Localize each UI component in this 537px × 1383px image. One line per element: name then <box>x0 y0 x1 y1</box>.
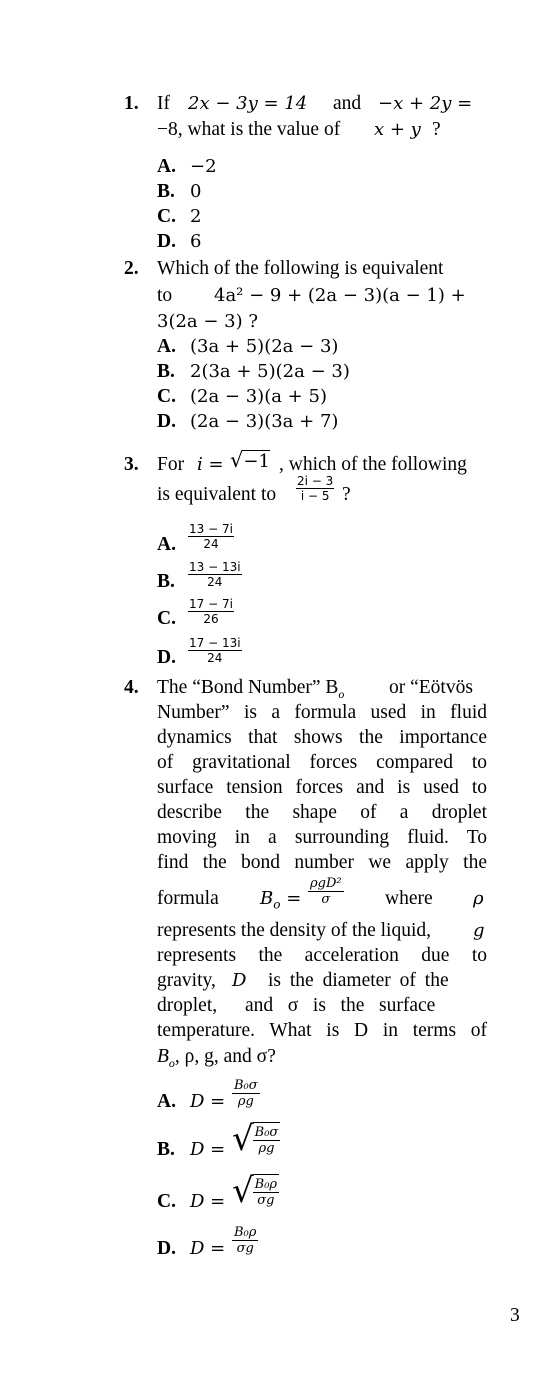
option-letter: A. <box>157 156 176 177</box>
question-number: 2. <box>124 258 139 279</box>
equation: i = <box>197 454 224 475</box>
option-fraction <box>188 636 242 665</box>
question-line: gravity, <box>157 970 216 991</box>
option-sqrt-fraction: √ $\frac{\text{B₀σ}}{\rho g}$ <box>232 1119 279 1159</box>
page-number: 3 <box>510 1305 520 1326</box>
denominator: σg <box>257 1193 275 1208</box>
question-line: and σ is the surface <box>245 995 436 1016</box>
option-text: 0 <box>190 181 202 202</box>
question-line: Number” is a formula used in fluid <box>157 702 487 723</box>
question-text: , which of the following <box>279 454 467 475</box>
option-letter: D. <box>157 411 176 432</box>
option-sqrt-fraction: √ $\frac{\text{B₀ρ}}{\sigma g}$ <box>232 1171 278 1211</box>
option-lhs: D = <box>190 1091 226 1112</box>
option-letter: D. <box>157 231 176 252</box>
question-line: describe the shape of a droplet <box>157 802 487 823</box>
option-text: 6 <box>190 231 202 252</box>
option-letter: B. <box>157 181 175 202</box>
option-letter: B. <box>157 361 175 382</box>
equation: x + y <box>374 119 421 140</box>
option-letter: B. <box>157 571 175 592</box>
option-lhs: D = <box>190 1191 226 1212</box>
question-text: is equivalent to <box>157 484 277 505</box>
formula-label: formula <box>157 888 219 909</box>
equation: 2x − 3y = 14 <box>188 93 308 114</box>
numerator: 17 − 7i <box>189 597 233 611</box>
numerator: B₀ρ <box>254 1177 278 1192</box>
formula-fraction <box>308 876 344 907</box>
question-text: −8, what is the value of <box>157 119 341 140</box>
denominator: ρg <box>258 1141 275 1156</box>
option-letter: C. <box>157 1191 176 1212</box>
question-line: represents the acceleration due to <box>157 945 487 966</box>
question-line: temperature. What is D in terms of <box>157 1020 487 1041</box>
question-text: ? <box>342 484 351 505</box>
option-letter: A. <box>157 534 176 555</box>
question-number: 1. <box>124 93 139 114</box>
question-line: of gravitational forces compared to <box>157 752 487 773</box>
option-letter: D. <box>157 1238 176 1259</box>
question-number: 3. <box>124 454 139 475</box>
option-letter: C. <box>157 386 176 407</box>
option-fraction <box>232 1078 260 1109</box>
option-fraction <box>188 560 242 589</box>
option-text: 2 <box>190 206 202 227</box>
denominator: σg <box>236 1241 254 1256</box>
numerator: ρgD² <box>310 876 342 891</box>
option-fraction <box>232 1225 258 1256</box>
numerator: 13 − 13i <box>189 560 241 574</box>
question-line: surface tension forces and is used to <box>157 777 487 798</box>
question-text: For <box>157 454 185 475</box>
numerator: B₀σ <box>254 1125 279 1140</box>
option-lhs: D = <box>190 1139 226 1160</box>
option-lhs: D = <box>190 1238 226 1259</box>
question-text: to <box>157 285 173 306</box>
formula-lhs: $B_o$ = <box>260 888 302 912</box>
question-line: find the bond number we apply the <box>157 852 487 873</box>
question-text: Which of the following is equivalent <box>157 258 444 279</box>
denominator: 24 <box>203 537 219 551</box>
option-text: 2(3a + 5)(2a − 3) <box>190 361 350 382</box>
question-line: dynamics that shows the importance <box>157 727 487 748</box>
question-line: or “Eötvös <box>389 677 473 698</box>
option-letter: C. <box>157 608 176 629</box>
expression: 3(2a − 3) ? <box>157 311 259 332</box>
fraction <box>296 474 334 503</box>
numerator: 2i − 3 <box>297 474 334 488</box>
question-line: The “Bond Number” $B_o$ <box>157 677 345 701</box>
question-line: moving in a surrounding fluid. To <box>157 827 487 848</box>
radicand: −1 <box>243 451 270 472</box>
option-letter: A. <box>157 1091 176 1112</box>
denominator: 24 <box>207 575 223 589</box>
option-letter: D. <box>157 647 176 668</box>
denominator: 24 <box>207 651 223 665</box>
question-text: If <box>157 93 170 114</box>
option-letter: B. <box>157 1139 175 1160</box>
question-number: 4. <box>124 677 139 698</box>
question-line: droplet, <box>157 995 218 1016</box>
sqrt-expression: √−1 <box>230 448 270 472</box>
numerator: B₀σ <box>234 1078 258 1093</box>
option-text: (2a − 3)(a + 5) <box>190 386 327 407</box>
denominator: i − 5 <box>300 489 330 503</box>
question-text: ? <box>432 119 441 140</box>
question-text: and <box>333 93 362 114</box>
question-line: $B_o$, ρ, g, and σ? <box>157 1046 276 1070</box>
symbol-g: g <box>473 920 485 941</box>
symbol-rho: ρ <box>473 888 484 909</box>
option-letter: C. <box>157 206 176 227</box>
numerator: B₀ρ <box>234 1225 257 1240</box>
option-fraction <box>188 522 234 551</box>
question-line: is the diameter of the <box>268 970 449 991</box>
question-text: where <box>385 888 433 909</box>
numerator: 13 − 7i <box>189 522 233 536</box>
denominator: ρg <box>237 1094 254 1109</box>
option-fraction <box>188 597 234 626</box>
question-line: represents the density of the liquid, <box>157 920 432 941</box>
equation: −x + 2y = <box>378 93 473 114</box>
option-letter: A. <box>157 336 176 357</box>
option-text: (2a − 3)(3a + 7) <box>190 411 339 432</box>
numerator: 17 − 13i <box>189 636 241 650</box>
symbol-D: D <box>232 970 247 991</box>
option-text: −2 <box>190 156 217 177</box>
denominator: σ <box>321 892 331 907</box>
expression: 4a² − 9 + (2a − 3)(a − 1) + <box>214 285 466 306</box>
option-text: (3a + 5)(2a − 3) <box>190 336 339 357</box>
denominator: 26 <box>203 612 219 626</box>
